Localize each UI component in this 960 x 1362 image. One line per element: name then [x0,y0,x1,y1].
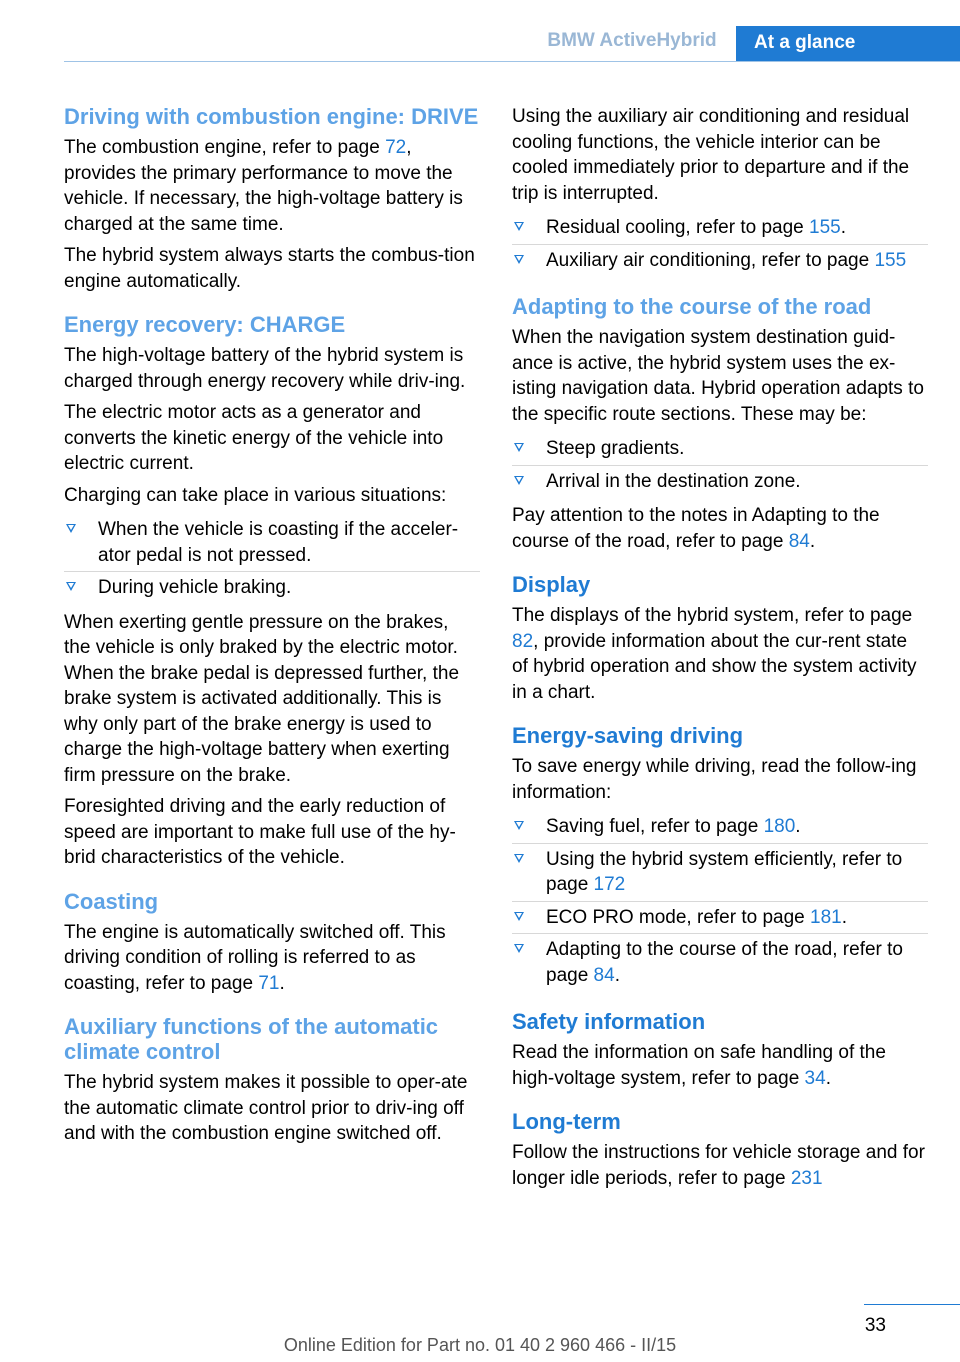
page-link[interactable]: 180 [763,816,796,837]
edition-footer: Online Edition for Part no. 01 40 2 960 466 - II/15 [283,1335,677,1355]
list-item [64,571,480,604]
paragraph-drive-1 [64,135,480,237]
text: , provide information about the cur‐rent state of hybrid operation and show the system activity in a chart. [512,630,917,703]
paragraph-charge-5: Foresighted driving and the early reduction of speed are important to make full use of the hy‐brid characteristics of the vehicle. [64,796,456,868]
triangle-bullet-icon [514,476,524,485]
header-section-title: BMW ActiveHybrid [547,30,717,51]
paragraph-aux: The hybrid system makes it possible to oper‐ate the automatic climate control prior to driv‐ing off and with the combustion engine switched off. [64,1072,468,1144]
charge-list [64,514,480,604]
page-number: 33 [864,1315,886,1336]
heading-long-term: Long-term [512,1109,621,1134]
list-item-text: Steep gradients. [546,438,685,459]
page-link[interactable]: 181 [810,906,842,928]
list-item-text: When the vehicle is coasting if the acceler‐ator pedal is not pressed. [98,519,459,566]
list-item [512,212,928,244]
page-link[interactable]: 34 [804,1067,826,1089]
heading-road: Adapting to the course of the road [512,294,872,319]
list-item [64,514,480,571]
text: The combustion engine, refer to page [64,137,386,158]
paragraph-long-term [512,1140,928,1191]
triangle-bullet-icon [514,443,524,452]
aux-list [512,212,928,276]
list-item-text: ECO PRO mode, refer to page [546,906,811,928]
page-header [0,26,960,62]
text: . [840,217,846,238]
page-link[interactable]: 231 [790,1167,823,1189]
triangle-bullet-icon [514,255,524,264]
paragraph-road-2 [512,503,928,554]
page-link[interactable]: 84 [593,964,615,986]
list-item-text: Residual cooling, refer to page [546,217,809,238]
text: Pay attention to the notes in Adapting to the course of the road, refer to page [512,505,880,552]
paragraph-charge-1: The high-voltage battery of the hybrid system is charged through energy recovery while driv‐ing. [64,345,466,392]
list-item [512,465,928,498]
heading-energy-saving: Energy-saving driving [512,723,744,748]
paragraph-coasting [64,920,480,997]
paragraph-charge-3: Charging can take place in various situations: [64,484,447,506]
paragraph-display [512,603,928,705]
paragraph-charge-2: The electric motor acts as a generator and converts the kinetic energy of the vehicle into electric current. [64,402,444,474]
footer-rule [864,1304,960,1305]
page-link[interactable]: 172 [593,874,626,895]
list-item [512,244,928,277]
list-item-text: Auxiliary air conditioning, refer to page [546,249,875,271]
right-column [512,104,928,1197]
road-list [512,433,928,497]
heading-display: Display [512,572,591,597]
triangle-bullet-icon [514,854,524,863]
page-link[interactable]: 82 [512,630,534,652]
text: Read the information on safe handling of the high-voltage system, refer to page [512,1042,886,1089]
text: The engine is automatically switched off. This driving condition of rolling is referred to as coasting, refer to page [64,921,446,994]
page-link[interactable]: 155 [809,217,841,238]
header-chapter-tab: At a glance [736,26,960,62]
text: . [809,530,816,552]
triangle-bullet-icon [514,222,524,231]
paragraph-drive-2: The hybrid system always starts the combus‐tion engine automatically. [64,245,475,292]
list-item [512,433,928,465]
triangle-bullet-icon [514,821,524,830]
page-link[interactable]: 71 [258,972,280,994]
text: The displays of the hybrid system, refer to page [512,605,913,626]
heading-drive: Driving with combustion engine: DRIVE [64,104,479,129]
left-column [64,104,480,1153]
list-item-text: Arrival in the destination zone. [546,470,801,492]
text: , provides the primary performance to move the vehicle. If necessary, the high-voltage battery is charged at the same time. [64,137,463,235]
triangle-bullet-icon [66,524,76,533]
text: . [825,1067,831,1089]
list-item [512,901,928,934]
text: . [614,964,620,986]
paragraph-road-1: When the navigation system destination guid‐ance is active, the hybrid system uses the ex‐isting navigation data. Hybrid operation adapts to the specific route sections. These may be: [512,327,924,425]
list-item-text: During vehicle braking. [98,577,292,598]
header-rule [64,61,960,62]
heading-coasting: Coasting [64,888,159,914]
list-item [512,933,928,991]
paragraph-energy: To save energy while driving, read the follow‐ing information: [512,756,917,803]
heading-aux-functions: Auxiliary functions of the automatic climate control [64,1014,439,1064]
heading-safety: Safety information [512,1009,706,1034]
text: Follow the instructions for vehicle storage and for longer idle periods, refer to page [512,1142,925,1189]
text: . [795,816,801,837]
triangle-bullet-icon [514,912,524,921]
paragraph-safety [512,1040,928,1091]
page-link[interactable]: 155 [874,249,907,271]
paragraph-charge-4: When exerting gentle pressure on the brakes, the vehicle is only braked by the electric motor. When the brake pedal is depressed further, the brake system is activated additionally. This is why only part of the brake energy is used to charge the high-voltage battery when exerting firm pressure on the brake. [64,611,460,786]
triangle-bullet-icon [66,582,76,591]
list-item [512,811,928,843]
energy-list [512,811,928,991]
text: . [279,972,285,994]
paragraph-aux-continued: Using the auxiliary air conditioning and residual cooling functions, the vehicle interior can be cooled immediately prior to departure and if the trip is interrupted. [512,106,910,204]
list-item [512,843,928,901]
text: . [841,906,847,928]
page-link[interactable]: 84 [788,530,810,552]
list-item-text: Adapting to the course of the road, refer to page [546,939,904,986]
list-item-text: Saving fuel, refer to page [546,816,764,837]
list-item-text: Using the hybrid system efficiently, refer to page [546,848,903,895]
page-link[interactable]: 72 [385,137,407,158]
heading-charge: Energy recovery: CHARGE [64,312,346,337]
triangle-bullet-icon [514,944,524,953]
